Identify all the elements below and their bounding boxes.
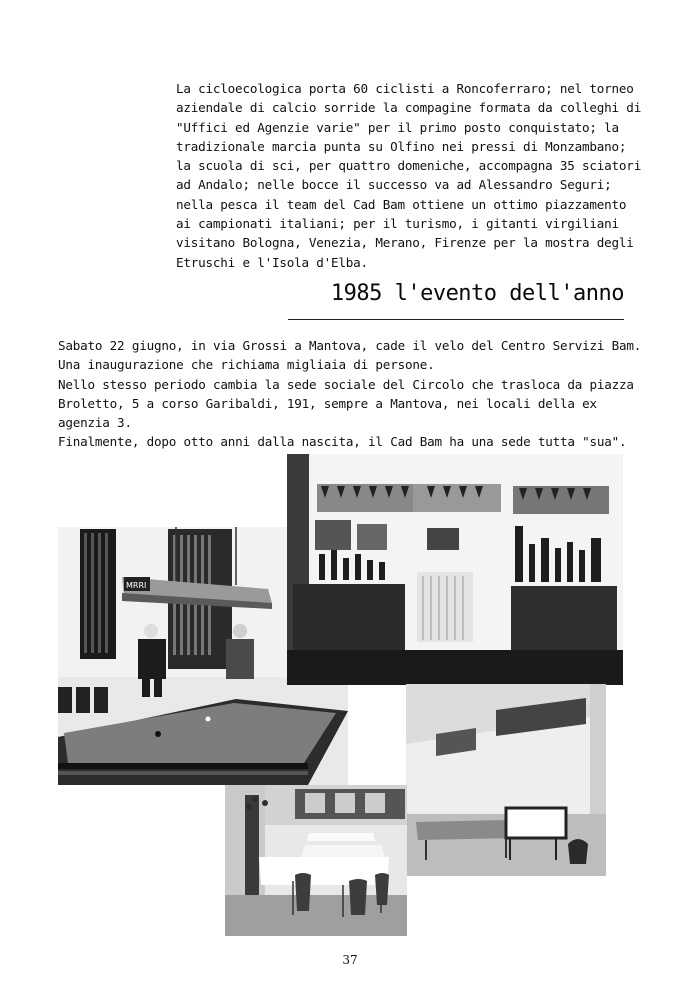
table-tennis-hall-image bbox=[406, 684, 606, 876]
heading-underline bbox=[288, 319, 624, 320]
intro-paragraph: La cicloecologica porta 60 ciclisti a Roncoferraro; nel torneo aziendale di calcio sorride la compagine formata da colleghi di "Uffici ed Agenzie varie" per il primo posto conquistato; la tradizionale marcia punta su Olfino nei pressi di Monzambano; la scuola di sci, per quattro domeniche, accompagna 35 sciatori ad Andalo; nelle bocce il successo va ad Alessandro Seguri; nella pesca il team del Cad Bam ottiene un ottimo piazzamento ai campionati italiani; per il turismo, i gitanti virgiliani visitano Bologna, Venezia, Merano, Firenze per la mostra degli Etruschi e l'Isola d'Elba. bbox=[176, 81, 642, 270]
trophy-room-image bbox=[287, 454, 623, 685]
page-number: 37 bbox=[342, 953, 358, 967]
billiard-sign: MRRI bbox=[126, 581, 147, 590]
section-paragraph: Sabato 22 giugno, in via Grossi a Mantova, cade il velo del Centro Servizi Bam. Una inaugurazione che richiama migliaia di persone. Nello stesso periodo cambia la sede sociale del Circolo che trasloca da piazza Broletto, 5 a corso Garibaldi, 191, sempre a Mantova, nei locali della ex agenzia 3. Finalmente, dopo otto anni dalla nascita, il Cad Bam ha una sede tutta "sua". bbox=[58, 338, 642, 450]
photo-table-tennis-hall bbox=[406, 684, 606, 876]
photo-trophy-room bbox=[287, 454, 623, 685]
section-heading: 1985 l'evento dell'anno bbox=[330, 281, 624, 306]
card-room-image bbox=[225, 785, 407, 936]
photo-card-room bbox=[225, 785, 407, 936]
